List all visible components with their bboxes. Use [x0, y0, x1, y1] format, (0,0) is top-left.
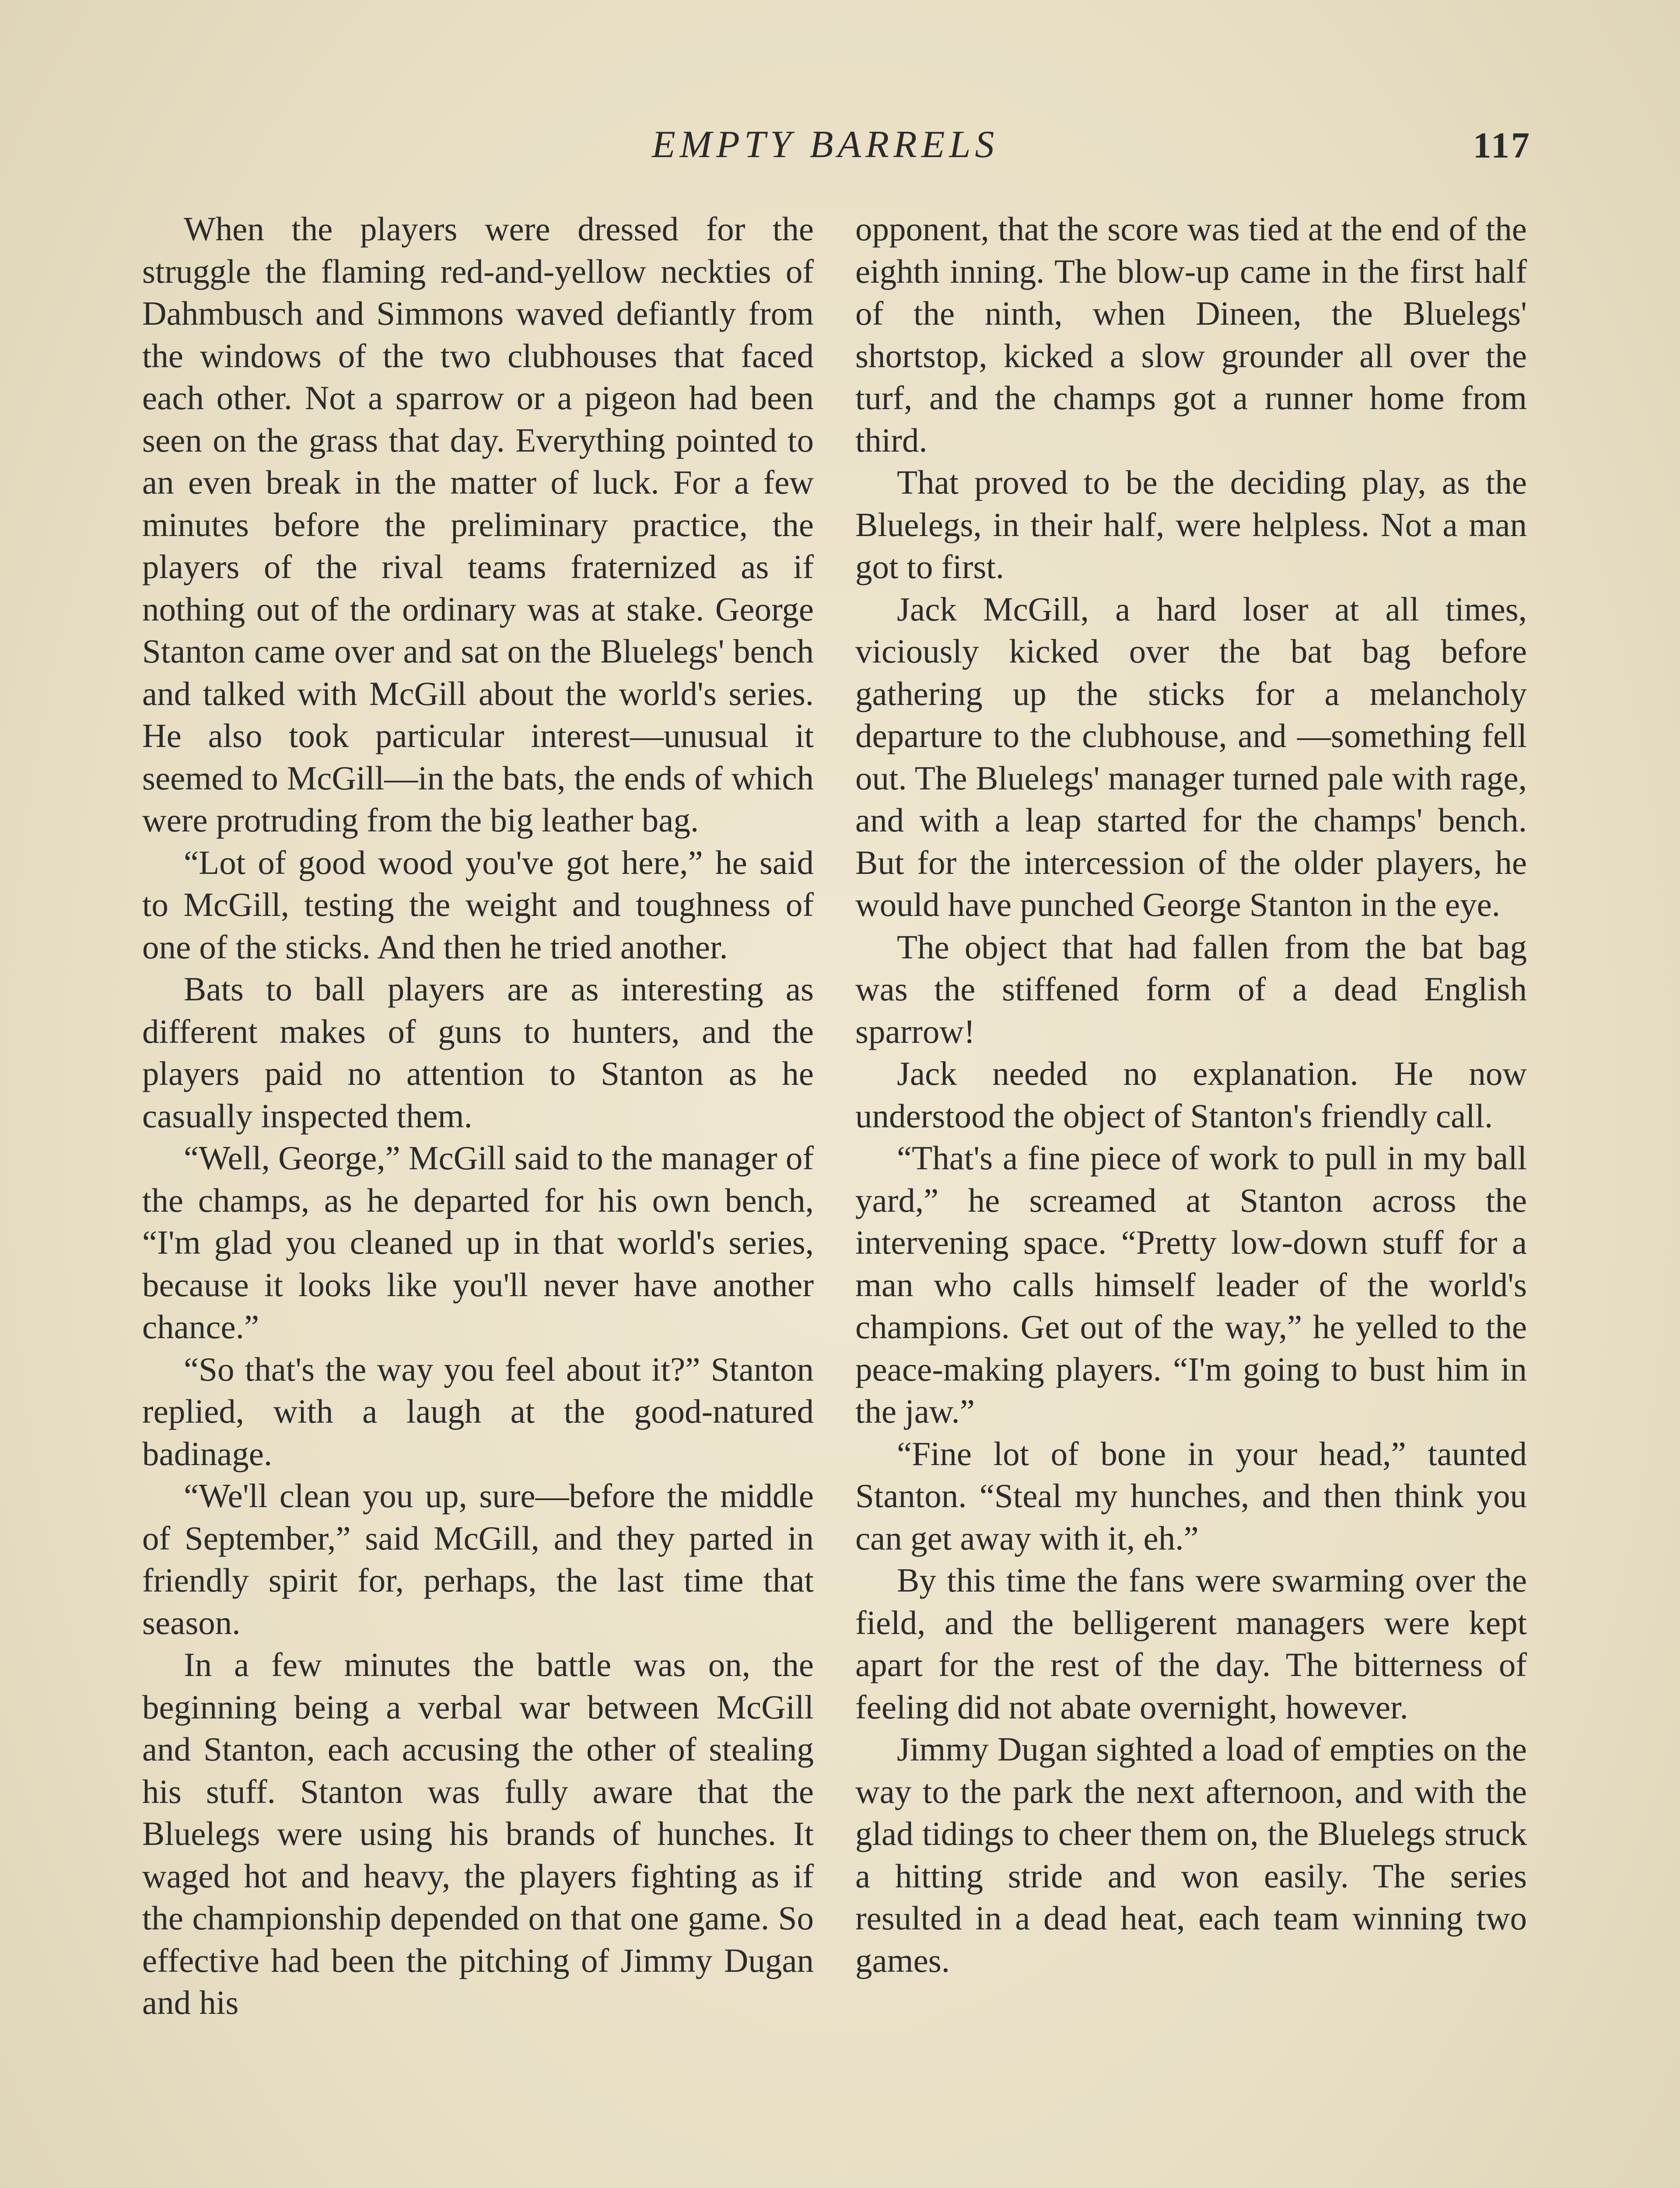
paragraph: The object that had fallen from the bat bag was the stiffened form of a dead English sparrow!	[855, 928, 1527, 1050]
paragraph: Jack needed no explanation. He now understood the object of Stanton's friendly call.	[855, 1055, 1527, 1135]
left-text-column	[142, 208, 814, 2024]
paragraph: Jimmy Dugan sighted a load of empties on the way to the park the next afternoon, and with the glad tidings to cheer them on, the Bluelegs struck a hitting stride and won easily. The series resulted in a dead heat, each team winning two games.	[855, 1730, 1527, 1979]
paragraph: “Fine lot of bone in your head,” taunted Stanton. “Steal my hunches, and then think you can get away with it, eh.”	[855, 1434, 1527, 1557]
paragraph: “Well, George,” McGill said to the manager of the champs, as he departed for his own bench, “I'm glad you cleaned up in that world's series, because it looks like you'll never have another chance.”	[142, 1139, 814, 1346]
paragraph: “We'll clean you up, sure—before the middle of September,” said McGill, and they parted in friendly spirit for, perhaps, the last time that season.	[142, 1477, 814, 1641]
paragraph: “That's a fine piece of work to pull in my ball yard,” he screamed at Stanton across the intervening space. “Pretty low-down stuff for a man who calls himself leader of the world's champions. Get out of the way,” he yelled to the peace-making players. “I'm going to bust him in the jaw.”	[855, 1139, 1527, 1430]
paragraph: When the players were dressed for the struggle the flaming red-and-yellow neckties of Dahmbusch and Simmons waved defiantly from the windows of the two clubhouses that faced each other. Not a sparrow or a pigeon had been seen on the grass that day. Everything pointed to an even break in the matter of luck. For a few minutes before the preliminary practice, the players of the rival teams fraternized as if nothing out of the ordinary was at stake. George Stanton came over and sat on the Bluelegs' bench and talked with McGill about the world's series. He also took particular interest—unusual it seemed to McGill—in the bats, the ends of which were protruding from the big leather bag.	[142, 210, 814, 839]
page-number: 117	[1473, 125, 1531, 166]
paragraph-continued: opponent, that the score was tied at the end of the eighth inning. The blow-up came in the first half of the ninth, when Dineen, the Bluelegs' shortstop, kicked a slow grounder all over the turf, and the champs got a runner home from third.	[855, 210, 1527, 459]
paragraph: That proved to be the deciding play, as the Bluelegs, in their half, were helpless. Not a man got to first.	[855, 463, 1527, 586]
paragraph: “Lot of good wood you've got here,” he said to McGill, testing the weight and toughness of one of the sticks. And then he tried another.	[142, 843, 814, 966]
paragraph: Jack McGill, a hard loser at all times, viciously kicked over the bat bag before gathering up the sticks for a melancholy departure to the clubhouse, and —something fell out. The Bluelegs' manager turned pale with rage, and with a leap started for the champs' bench. But for the intercession of the older players, he would have punched George Stanton in the eye.	[855, 590, 1527, 923]
paragraph: In a few minutes the battle was on, the beginning being a verbal war between McGill and Stanton, each accusing the other of stealing his stuff. Stanton was fully aware that the Bluelegs were using his brands of hunches. It waged hot and heavy, the players fighting as if the championship depended on that one game. So effective had been the pitching of Jimmy Dugan and his	[142, 1646, 814, 2021]
paragraph: “So that's the way you feel about it?” Stanton replied, with a laugh at the good-natured badinage.	[142, 1350, 814, 1473]
paragraph: By this time the fans were swarming over the field, and the belligerent managers were kept apart for the rest of the day. The bitterness of feeling did not abate overnight, however.	[855, 1561, 1527, 1726]
right-text-column	[855, 208, 1527, 1981]
paragraph: Bats to ball players are as interesting as different makes of guns to hunters, and the players paid no attention to Stanton as he casually inspected them.	[142, 970, 814, 1135]
running-header	[0, 118, 1680, 184]
running-title: EMPTY BARRELS	[652, 123, 999, 166]
